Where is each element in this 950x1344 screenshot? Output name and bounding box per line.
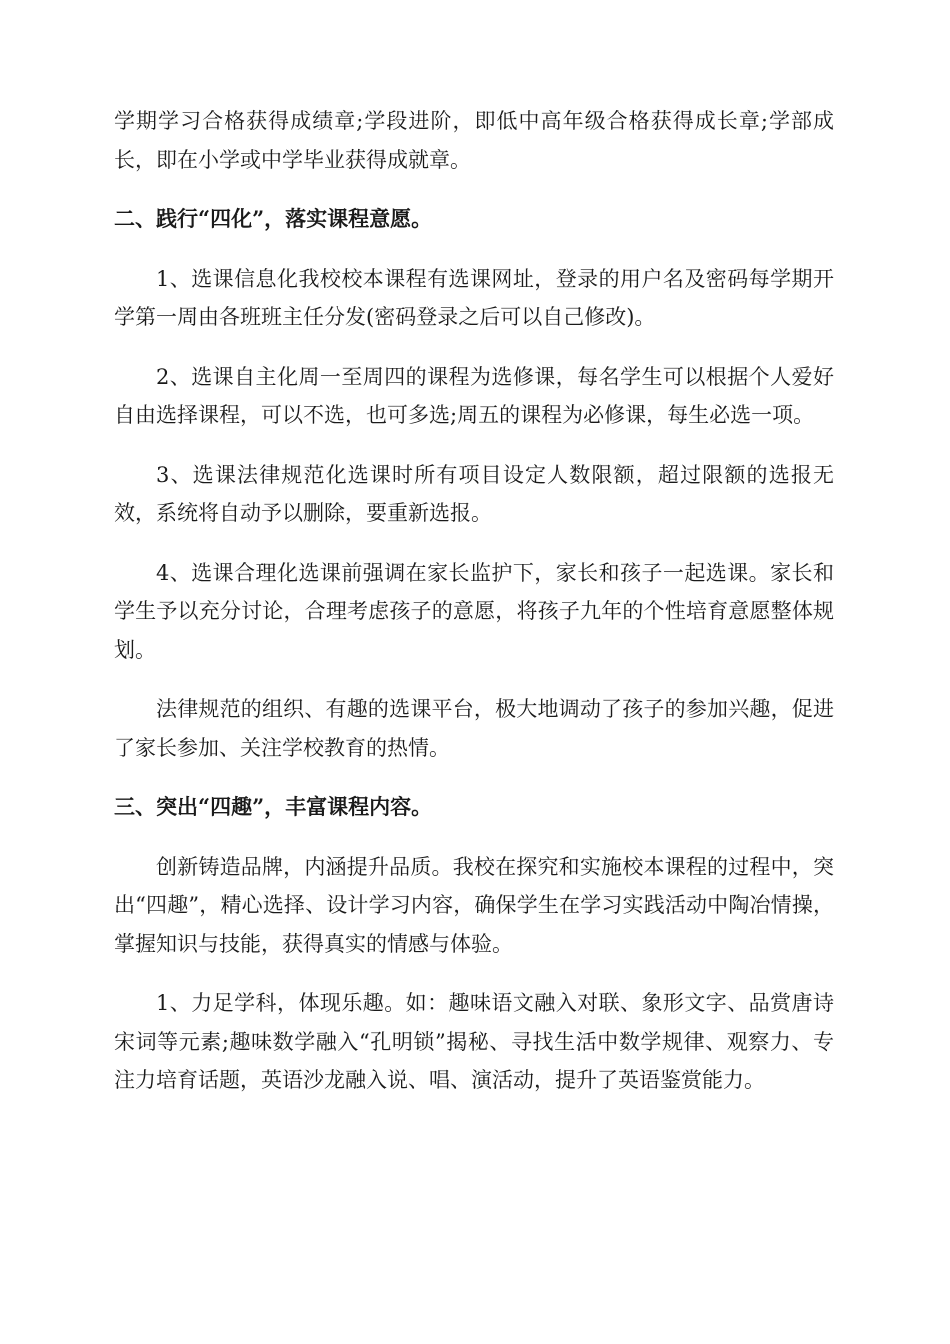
paragraph-course-selection-online: 1、选课信息化我校校本课程有选课网址，登录的用户名及密码每学期开学第一周由各班班主任分发(密码登录之后可以自己修改)。: [114, 266, 834, 329]
paragraph-subject-fun: 1、力足学科，体现乐趣。如：趣味语文融入对联、象形文字、品赏唐诗宋词等元素;趣味数学融入“孔明锁”揭秘、寻找生活中数学规律、观察力、专注力培育话题，英语沙龙融入说、唱、演活动，提升了英语鉴赏能力。: [114, 991, 834, 1092]
paragraph-course-selection-standard: 3、选课法律规范化选课时所有项目设定人数限额，超过限额的选报无效，系统将自动予以删除，要重新选报。: [114, 462, 834, 525]
paragraph-course-selection-autonomy: 2、选课自主化周一至周四的课程为选修课，每名学生可以根据个人爱好自由选择课程，可以不选，也可多选;周五的课程为必修课，每生必选一项。: [114, 364, 834, 427]
document-page: [114, 102, 834, 1121]
paragraph-innovation: 创新铸造品牌，内涵提升品质。我校在探究和实施校本课程的过程中，突出“四趣”，精心选择、设计学习内容，确保学生在学习实践活动中陶冶情操，掌握知识与技能，获得真实的情感与体验。: [114, 854, 834, 956]
section-heading-three: 三、突出“四趣”，丰富课程内容。: [114, 794, 433, 819]
paragraph-summary: 法律规范的组织、有趣的选课平台，极大地调动了孩子的参加兴趣，促进了家长参加、关注学校教育的热情。: [114, 697, 834, 760]
paragraph-course-selection-rational: 4、选课合理化选课前强调在家长监护下，家长和孩子一起选课。家长和学生予以充分讨论，合理考虑孩子的意愿，将孩子九年的个性培育意愿整体规划。: [114, 560, 834, 662]
section-heading-two: 二、践行“四化”，落实课程意愿。: [114, 206, 433, 231]
paragraph-continuation: 学期学习合格获得成绩章;学段进阶，即低中高年级合格获得成长章;学部成长，即在小学或中学毕业获得成就章。: [114, 109, 834, 172]
